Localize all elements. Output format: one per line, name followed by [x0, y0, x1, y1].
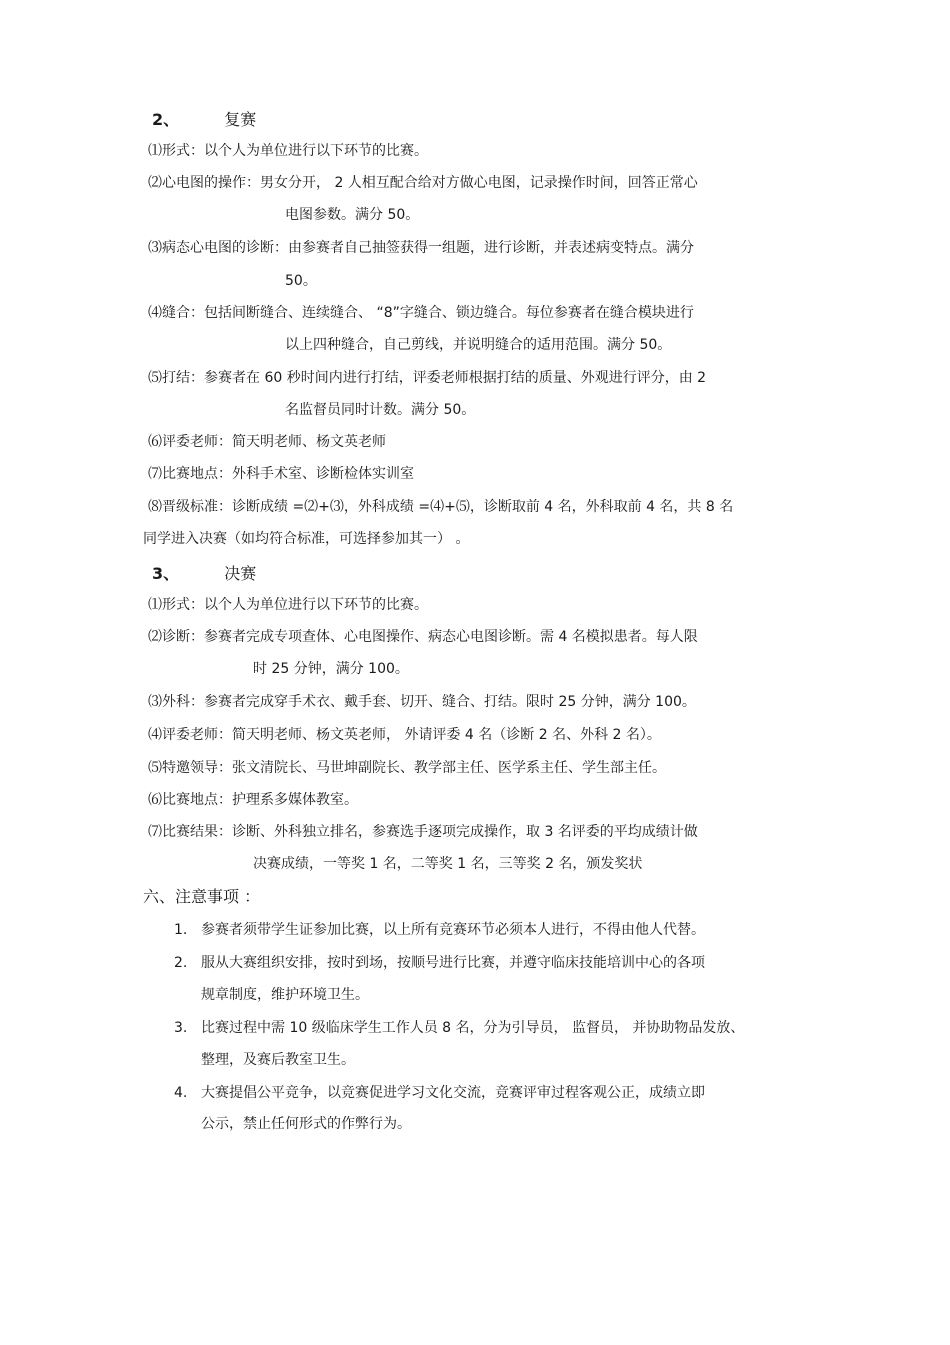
final-item-result: ⑺比赛结果：诊断、外科独立排名，参赛选手逐项完成操作，取 3 名评委的平均成绩计做: [148, 824, 698, 840]
semifinal-number: 2、: [152, 110, 180, 129]
note-item-4-cont: 公示，禁止任何形式的作弊行为。: [201, 1116, 411, 1132]
semifinal-item-knot-cont: 名监督员同时计数。满分 50。: [285, 402, 476, 418]
final-item-result-cont: 决赛成绩，一等奖 1 名，二等奖 1 名，三等奖 2 名，颁发奖状: [253, 856, 643, 872]
semifinal-item-ecg-cont: 电图参数。满分 50。: [285, 207, 420, 223]
semifinal-item-criteria: ⑻晋级标准：诊断成绩 =⑵+⑶，外科成绩 =⑷+⑸，诊断取前 4 名，外科取前 4 名，共 8 名: [148, 499, 734, 515]
note-item-2-num: 2.: [174, 955, 188, 971]
final-item-format: ⑴形式：以个人为单位进行以下环节的比赛。: [148, 597, 428, 613]
note-item-4: 大赛提倡公平竞争，以竞赛促进学习文化交流，竞赛评审过程客观公正，成绩立即: [201, 1085, 705, 1101]
final-item-diagnosis-cont: 时 25 分钟，满分 100。: [253, 661, 409, 677]
semifinal-item-venue: ⑺比赛地点：外科手术室、诊断检体实训室: [148, 466, 414, 482]
final-item-venue: ⑹比赛地点：护理系多媒体教室。: [148, 792, 358, 808]
note-item-3: 比赛过程中需 10 级临床学生工作人员 8 名，分为引导员， 监督员， 并协助物品发放、: [201, 1020, 745, 1036]
semifinal-item-criteria-cont: 同学进入决赛（如均符合标准，可选择参加其一） 。: [143, 531, 470, 547]
semifinal-title: 复赛: [224, 110, 257, 129]
semifinal-item-pathology-cont: 50。: [285, 273, 317, 289]
semifinal-heading: [152, 110, 256, 130]
note-item-4-num: 4.: [174, 1085, 188, 1101]
final-item-surgery: ⑶外科：参赛者完成穿手术衣、戴手套、切开、缝合、打结。限时 25 分钟，满分 100。: [148, 694, 696, 710]
semifinal-item-suture-cont: 以上四种缝合，自己剪线，并说明缝合的适用范围。满分 50。: [285, 337, 672, 353]
final-title: 决赛: [224, 564, 257, 583]
semifinal-item-ecg: ⑵心电图的操作：男女分开， 2 人相互配合给对方做心电图，记录操作时间，回答正常心: [148, 175, 698, 191]
note-item-3-num: 3.: [174, 1020, 188, 1036]
semifinal-item-pathology: ⑶病态心电图的诊断：由参赛者自己抽签获得一组题，进行诊断，并表述病变特点。满分: [148, 240, 694, 256]
note-item-2: 服从大赛组织安排，按时到场，按顺号进行比赛，并遵守临床技能培训中心的各项: [201, 955, 705, 971]
final-heading: [152, 564, 256, 584]
note-item-1: 参赛者须带学生证参加比赛，以上所有竞赛环节必须本人进行，不得由他人代替。: [201, 922, 705, 938]
note-item-2-cont: 规章制度，维护环境卫生。: [201, 987, 369, 1003]
final-item-judges: ⑷评委老师：简天明老师、杨文英老师， 外请评委 4 名（诊断 2 名、外科 2 名）。: [148, 727, 661, 743]
notes-title: 六、注意事项 ：: [143, 887, 261, 906]
note-item-3-cont: 整理，及赛后教室卫生。: [201, 1052, 355, 1068]
final-item-guests: ⑸特邀领导：张文清院长、马世坤副院长、教学部主任、医学系主任、学生部主任。: [148, 760, 666, 776]
final-item-diagnosis: ⑵诊断：参赛者完成专项查体、心电图操作、病态心电图诊断。需 4 名模拟患者。每人限: [148, 629, 698, 645]
final-number: 3、: [152, 564, 180, 583]
semifinal-item-judges: ⑹评委老师：简天明老师、杨文英老师: [148, 434, 386, 450]
semifinal-item-format: ⑴形式：以个人为单位进行以下环节的比赛。: [148, 143, 428, 159]
note-item-1-num: 1.: [174, 922, 188, 938]
semifinal-item-knot: ⑸打结：参赛者在 60 秒时间内进行打结，评委老师根据打结的质量、外观进行评分，由 2: [148, 370, 707, 386]
semifinal-item-suture: ⑷缝合：包括间断缝合、连续缝合、 “8”字缝合、锁边缝合。每位参赛者在缝合模块进行: [148, 305, 694, 321]
